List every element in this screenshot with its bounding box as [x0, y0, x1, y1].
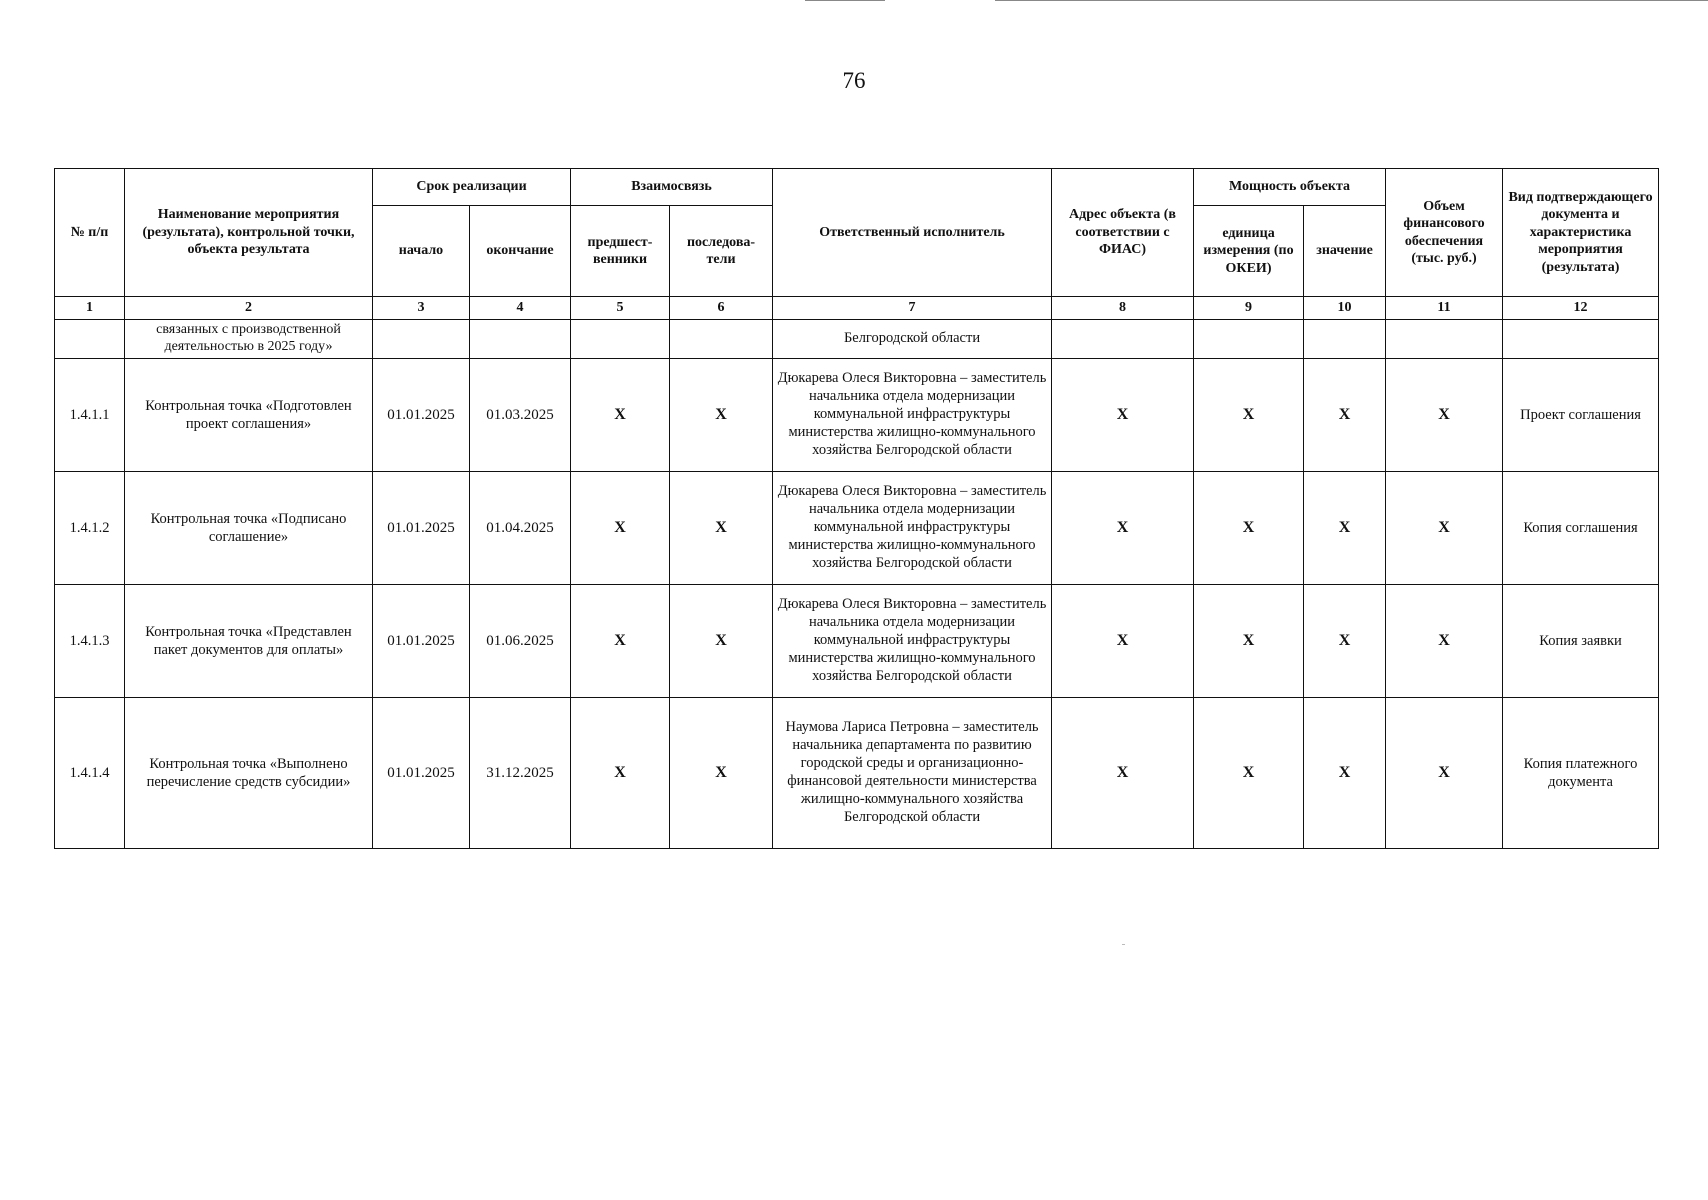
row-start-date: 01.01.2025	[373, 472, 470, 585]
table-cell	[55, 320, 125, 359]
column-number: 8	[1052, 297, 1194, 320]
column-number: 4	[470, 297, 571, 320]
row-successors: X	[670, 698, 773, 849]
row-start-date: 01.01.2025	[373, 359, 470, 472]
row-finance: X	[1386, 359, 1503, 472]
row-document: Проект соглашения	[1503, 359, 1659, 472]
header-name: Наименование мероприятия (результата), контрольной точки, объекта результата	[125, 169, 373, 297]
column-number: 3	[373, 297, 470, 320]
row-finance: X	[1386, 472, 1503, 585]
row-end-date: 31.12.2025	[470, 698, 571, 849]
column-number: 7	[773, 297, 1052, 320]
row-start-date: 01.01.2025	[373, 585, 470, 698]
header-finance: Объем финансового обеспечения (тыс. руб.)	[1386, 169, 1503, 297]
table-cell	[1304, 320, 1386, 359]
row-name: Контрольная точка «Подготовлен проект соглашения»	[125, 359, 373, 472]
row-executor: Дюкарева Олеся Викторовна – заместитель начальника отдела модернизации коммунальной инфраструктуры министерства жилищно-коммунального хозяйства Белгородской области	[773, 359, 1052, 472]
row-unit: X	[1194, 472, 1304, 585]
row-address: X	[1052, 359, 1194, 472]
row-address: X	[1052, 585, 1194, 698]
header-term-start: начало	[373, 206, 470, 297]
column-numbers-row	[55, 297, 1659, 320]
header-doc: Вид подтверждающего документа и характеристика мероприятия (результата)	[1503, 169, 1659, 297]
row-value: X	[1304, 472, 1386, 585]
row-value: X	[1304, 359, 1386, 472]
header-num: № п/п	[55, 169, 125, 297]
continuation-row	[55, 320, 1659, 359]
column-number: 1	[55, 297, 125, 320]
column-number: 6	[670, 297, 773, 320]
table-cell	[670, 320, 773, 359]
row-successors: X	[670, 359, 773, 472]
row-document: Копия соглашения	[1503, 472, 1659, 585]
header-link-prev: предшест-венники	[571, 206, 670, 297]
row-document: Копия платежного документа	[1503, 698, 1659, 849]
row-end-date: 01.04.2025	[470, 472, 571, 585]
header-term-end: окончание	[470, 206, 571, 297]
header-link: Взаимосвязь	[571, 169, 773, 206]
row-successors: X	[670, 472, 773, 585]
row-predecessors: X	[571, 472, 670, 585]
table-cell	[1503, 320, 1659, 359]
row-number: 1.4.1.4	[55, 698, 125, 849]
row-value: X	[1304, 698, 1386, 849]
scan-speck	[1122, 944, 1125, 945]
row-successors: X	[670, 585, 773, 698]
row-number: 1.4.1.1	[55, 359, 125, 472]
column-number: 5	[571, 297, 670, 320]
table-row	[55, 698, 1659, 849]
row-finance: X	[1386, 585, 1503, 698]
table-row	[55, 359, 1659, 472]
column-number: 10	[1304, 297, 1386, 320]
table-cell	[470, 320, 571, 359]
table-cell	[1386, 320, 1503, 359]
header-capacity-value: значение	[1304, 206, 1386, 297]
row-document: Копия заявки	[1503, 585, 1659, 698]
header-address: Адрес объекта (в соответствии с ФИАС)	[1052, 169, 1194, 297]
row-predecessors: X	[571, 359, 670, 472]
table-cell	[373, 320, 470, 359]
scan-edge-line	[805, 0, 885, 1]
header-capacity-unit: единица измерения (по ОКЕИ)	[1194, 206, 1304, 297]
header-executor: Ответственный исполнитель	[773, 169, 1052, 297]
row-name: Контрольная точка «Выполнено перечисление средств субсидии»	[125, 698, 373, 849]
row-executor: Дюкарева Олеся Викторовна – заместитель начальника отдела модернизации коммунальной инфраструктуры министерства жилищно-коммунального хозяйства Белгородской области	[773, 472, 1052, 585]
row-number: 1.4.1.2	[55, 472, 125, 585]
row-number: 1.4.1.3	[55, 585, 125, 698]
row-end-date: 01.03.2025	[470, 359, 571, 472]
row-executor: Наумова Лариса Петровна – заместитель начальника департамента по развитию городской среды и организационно-финансовой деятельности министерства жилищно-коммунального хозяйства Белгородской области	[773, 698, 1052, 849]
table-cell	[1052, 320, 1194, 359]
row-predecessors: X	[571, 585, 670, 698]
column-number: 12	[1503, 297, 1659, 320]
row-finance: X	[1386, 698, 1503, 849]
row-name: Контрольная точка «Подписано соглашение»	[125, 472, 373, 585]
header-term: Срок реализации	[373, 169, 571, 206]
row-address: X	[1052, 698, 1194, 849]
column-number: 2	[125, 297, 373, 320]
row-unit: X	[1194, 585, 1304, 698]
row-start-date: 01.01.2025	[373, 698, 470, 849]
page-number: 76	[842, 68, 866, 93]
implementation-plan-table	[54, 168, 1659, 849]
row-executor: Дюкарева Олеся Викторовна – заместитель начальника отдела модернизации коммунальной инфраструктуры министерства жилищно-коммунального хозяйства Белгородской области	[773, 585, 1052, 698]
table-row	[55, 585, 1659, 698]
continuation-name: связанных с производственной деятельностью в 2025 году»	[125, 320, 373, 359]
row-unit: X	[1194, 359, 1304, 472]
row-unit: X	[1194, 698, 1304, 849]
header-row	[55, 169, 1659, 206]
header-capacity: Мощность объекта	[1194, 169, 1386, 206]
row-value: X	[1304, 585, 1386, 698]
table-cell	[571, 320, 670, 359]
column-number: 11	[1386, 297, 1503, 320]
table-cell	[1194, 320, 1304, 359]
continuation-executor: Белгородской области	[773, 320, 1052, 359]
row-predecessors: X	[571, 698, 670, 849]
row-address: X	[1052, 472, 1194, 585]
column-number: 9	[1194, 297, 1304, 320]
table-row	[55, 472, 1659, 585]
row-name: Контрольная точка «Представлен пакет документов для оплаты»	[125, 585, 373, 698]
row-end-date: 01.06.2025	[470, 585, 571, 698]
header-link-next: последова-тели	[670, 206, 773, 297]
scan-edge-line	[995, 0, 1708, 1]
